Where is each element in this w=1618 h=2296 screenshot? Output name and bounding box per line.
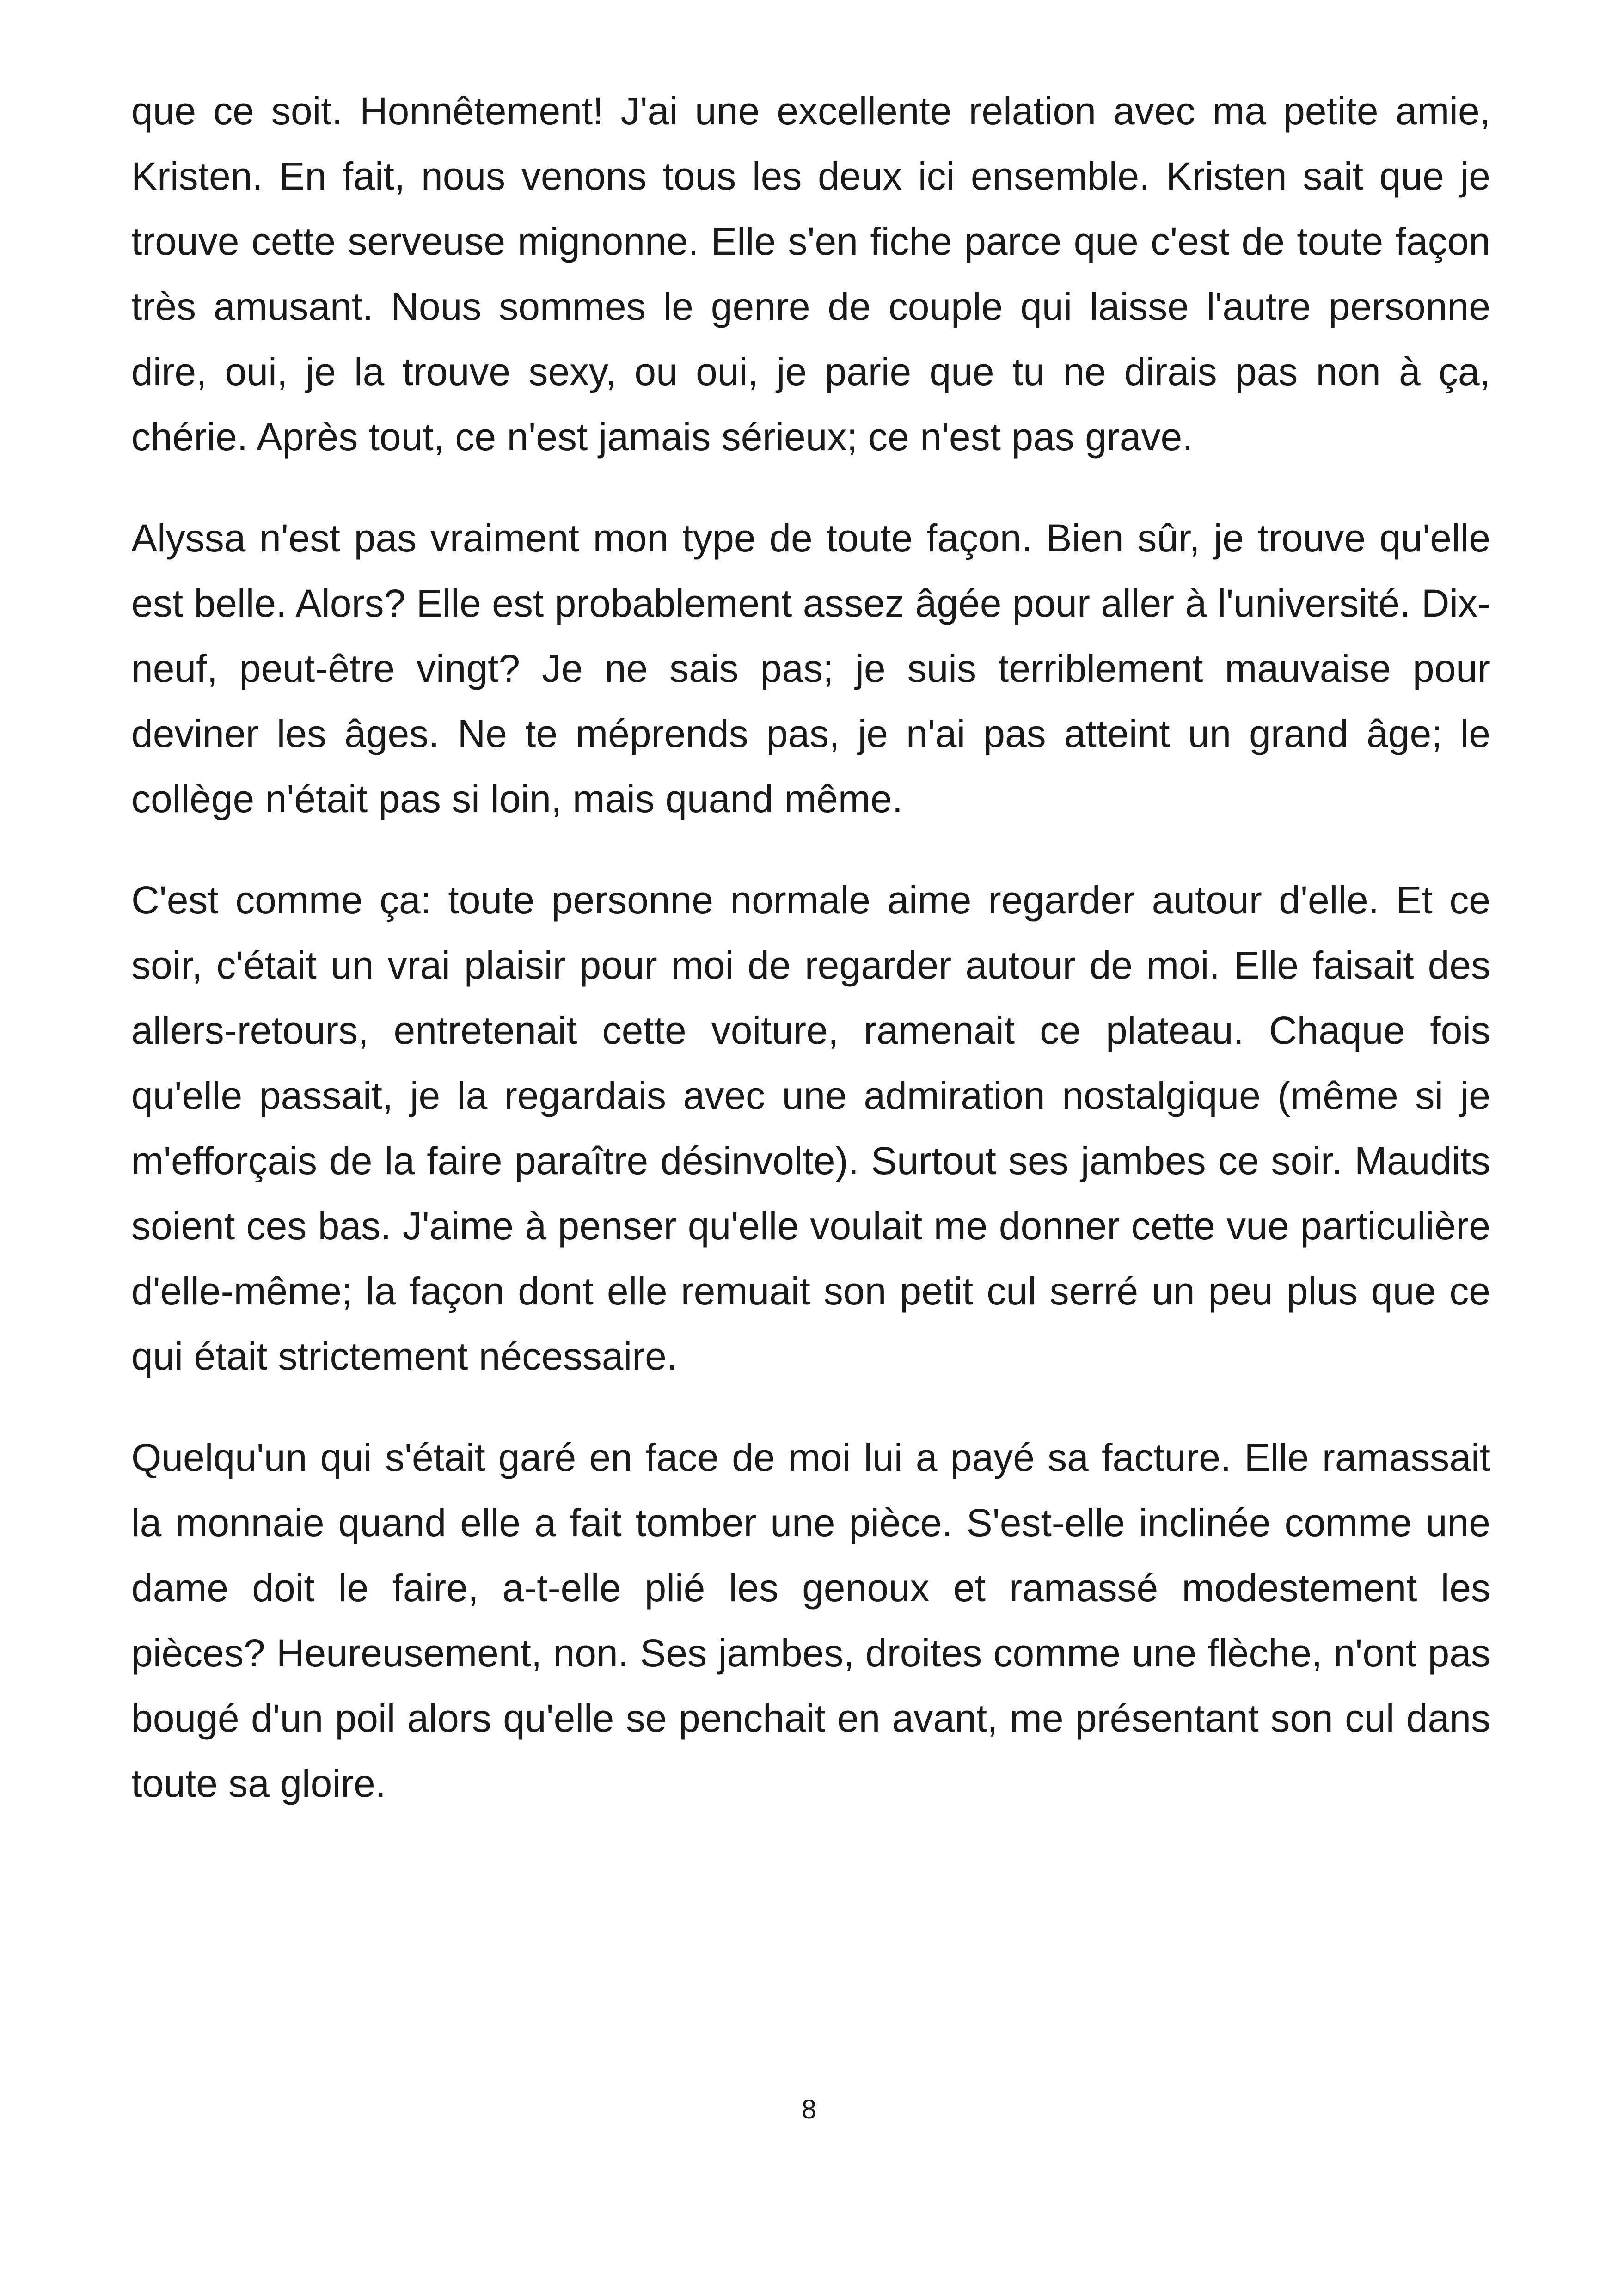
body-text <box>131 79 1490 1852</box>
paragraph-1: que ce soit. Honnêtement! J'ai une excellente relation avec ma petite amie, Kristen. En fait, nous venons tous les deux ici ensemble. Kristen sait que je trouve cette serveuse mignonne. Elle s'en fiche parce que c'est de toute façon très amusant. Nous sommes le genre de couple qui laisse l'autre personne dire, oui, je la trouve sexy, ou oui, je parie que tu ne dirais pas non à ça, chérie. Après tout, ce n'est jamais sérieux; ce n'est pas grave. <box>131 89 1490 459</box>
paragraph-3: C'est comme ça: toute personne normale aime regarder autour d'elle. Et ce soir, c'était un vrai plaisir pour moi de regarder autour de moi. Elle faisait des allers-retours, entretenait cette voiture, ramenait ce plateau. Chaque fois qu'elle passait, je la regardais avec une admiration nostalgique (même si je m'efforçais de la faire paraître désinvolte). Surtout ses jambes ce soir. Maudits soient ces bas. J'aime à penser qu'elle voulait me donner cette vue particulière d'elle-même; la façon dont elle remuait son petit cul serré un peu plus que ce qui était strictement nécessaire. <box>131 878 1490 1378</box>
paragraph-2: Alyssa n'est pas vraiment mon type de toute façon. Bien sûr, je trouve qu'elle est belle. Alors? Elle est probablement assez âgée pour aller à l'université. Dix-neuf, peut-être vingt? Je ne sais pas; je suis terriblement mauvaise pour deviner les âges. Ne te méprends pas, je n'ai pas atteint un grand âge; le collège n'était pas si loin, mais quand même. <box>131 516 1490 820</box>
page-number: 8 <box>801 2094 817 2125</box>
paragraph-4: Quelqu'un qui s'était garé en face de moi lui a payé sa facture. Elle ramassait la monnaie quand elle a fait tomber une pièce. S'est-elle inclinée comme une dame doit le faire, a-t-elle plié les genoux et ramassé modestement les pièces? Heureusement, non. Ses jambes, droites comme une flèche, n'ont pas bougé d'un poil alors qu'elle se penchait en avant, me présentant son cul dans toute sa gloire. <box>131 1436 1490 1805</box>
